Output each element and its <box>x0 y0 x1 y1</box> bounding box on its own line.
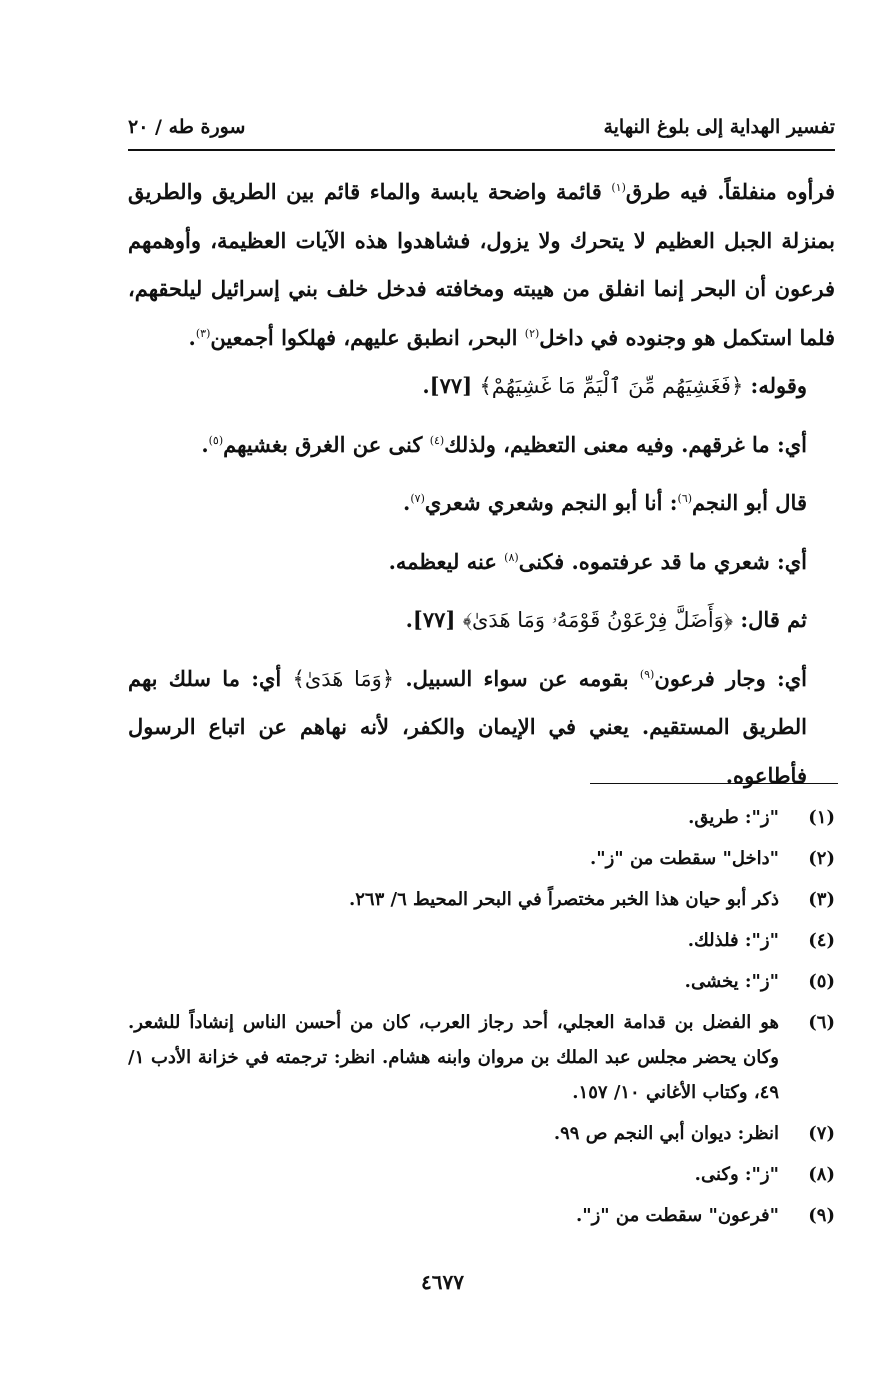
paragraph-5 <box>128 538 835 587</box>
footnote-number: (١) <box>808 807 835 828</box>
paragraph-2 <box>128 362 835 411</box>
footnote-ref-7: (٧) <box>410 492 425 505</box>
paragraph-7 <box>128 655 835 801</box>
text-run: أي: شعري ما قد عرفتموه. فكنى <box>518 548 807 574</box>
text-run: أي: ما سلك بهم الطريق المستقيم. يعني في الإيمان والكفر، لأنه نهاهم عن اتباع الرسول فأطاعوه. <box>128 665 807 788</box>
footnote-item <box>128 1005 835 1110</box>
footnote-ref-2: (٢) <box>524 326 540 340</box>
footnote-item <box>128 800 835 835</box>
text-run: عنه ليعظمه. <box>388 548 505 574</box>
footnote-text: انظر: ديوان أبي النجم ص ٩٩. <box>553 1123 779 1144</box>
footnote-ref-6: (٦) <box>677 492 693 505</box>
footnote-text: "ز": يخشى. <box>684 971 779 992</box>
footnote-ref-3: (٣) <box>195 326 211 340</box>
text-run: أي: ما غرقهم. وفيه معنى التعظيم، ولذلك <box>444 431 807 457</box>
footnote-text: هو الفضل بن قدامة العجلي، أحد رجاز العرب، كان من أحسن الناس إنشاداً للشعر. وكان يحضر مجلس عبد الملك بن مروان وابنه هشام. انظر: ترجمته في خزانة الأدب ١/ ٤٩، وكتاب الأغاني ١٠/ ١٥٧. <box>128 1012 779 1103</box>
text-run: قائمة واضحة يابسة والماء قائم بين الطريق والطريق بمنزلة الجبل العظيم لا يتحرك ولا يزول، فشاهدوا هذه الآيات العظيمة، وأوهمهم فرعون أن البحر إنما انفلق من هيبته ومخافته فدخل خلف بني إسرائيل ليلحقهم، فلما استكمل هو وجنوده في داخل <box>128 179 835 350</box>
footnote-number: (٦) <box>808 1012 835 1033</box>
page-number: ٤٦٧٧ <box>421 1270 464 1294</box>
text-run: قال أبو النجم <box>692 490 807 515</box>
verse-number: [٧٧]. <box>422 373 480 398</box>
footnote-number: (٣) <box>808 889 835 910</box>
header-divider <box>128 149 835 151</box>
text-run: البحر، انطبق عليهم، فهلكوا أجمعين <box>210 324 525 350</box>
footnote-text: "ز": طريق. <box>688 807 779 828</box>
footnote-number: (٩) <box>808 1205 835 1226</box>
footnote-number: (٨) <box>808 1164 835 1185</box>
footnote-ref-5: (٥) <box>208 433 224 447</box>
text-run: . <box>403 490 411 515</box>
footnote-text: "ز": وكنى. <box>694 1164 779 1185</box>
quran-verse: ﴿فَغَشِيَهُم مِّنَ ٱلْيَمِّ مَا غَشِيَهُمْ﴾ <box>479 374 744 398</box>
footnote-item <box>128 1198 835 1233</box>
paragraph-1 <box>128 168 835 362</box>
text-run: كنى عن الغرق بغشيهم <box>223 431 430 457</box>
quran-verse: ﴿وَمَا هَدَىٰ﴾ <box>292 666 395 691</box>
footnote-item <box>128 882 835 917</box>
footnote-ref-8: (٨) <box>504 550 519 564</box>
text-run: . <box>188 324 196 350</box>
footnote-item <box>128 1157 835 1192</box>
text-run: بقومه عن سواء السبيل. <box>394 665 640 691</box>
footnotes <box>128 800 835 1239</box>
text-run: وقوله: <box>743 373 807 398</box>
footnote-ref-1: (١) <box>611 181 626 194</box>
text-run: ثم قال: <box>733 607 807 632</box>
text-run: فرأوه منفلقاً. فيه طرق <box>625 179 835 204</box>
book-title: تفسير الهداية إلى بلوغ النهاية <box>603 116 835 138</box>
footnote-number: (٧) <box>808 1123 835 1144</box>
surah-label: سورة طه / ٢٠ <box>128 116 246 138</box>
footnote-item <box>128 964 835 999</box>
verse-number: [٧٧]. <box>405 607 463 632</box>
footnote-divider <box>590 783 838 784</box>
footnote-text: "فرعون" سقطت من "ز". <box>575 1205 779 1226</box>
running-header <box>128 108 835 148</box>
text-run: أي: وجار فرعون <box>654 665 808 691</box>
paragraph-3 <box>128 421 835 470</box>
text-run: . <box>201 431 209 457</box>
footnote-text: "ز": فلذلك. <box>687 930 779 951</box>
footnote-text: ذكر أبو حيان هذا الخبر مختصراً في البحر المحيط ٦/ ٢٦٣. <box>348 889 779 910</box>
footnote-text: "داخل" سقطت من "ز". <box>589 848 779 869</box>
footnote-number: (٥) <box>808 971 835 992</box>
footnote-ref-4: (٤) <box>429 433 445 447</box>
paragraph-6 <box>128 596 835 645</box>
footnote-item <box>128 841 835 876</box>
footnote-item <box>128 1116 835 1151</box>
paragraph-4 <box>128 479 835 528</box>
footnote-ref-9: (٩) <box>639 667 655 681</box>
main-text <box>128 168 835 800</box>
quran-verse: ﴿وَأَضَلَّ فِرْعَوْنُ قَوْمَهُۥ وَمَا هَدَىٰ﴾ <box>462 608 734 632</box>
footnote-item <box>128 923 835 958</box>
footnote-number: (٢) <box>808 848 835 869</box>
footnote-number: (٤) <box>808 930 835 951</box>
text-run: : أنا أبو النجم وشعري شعري <box>424 490 678 515</box>
